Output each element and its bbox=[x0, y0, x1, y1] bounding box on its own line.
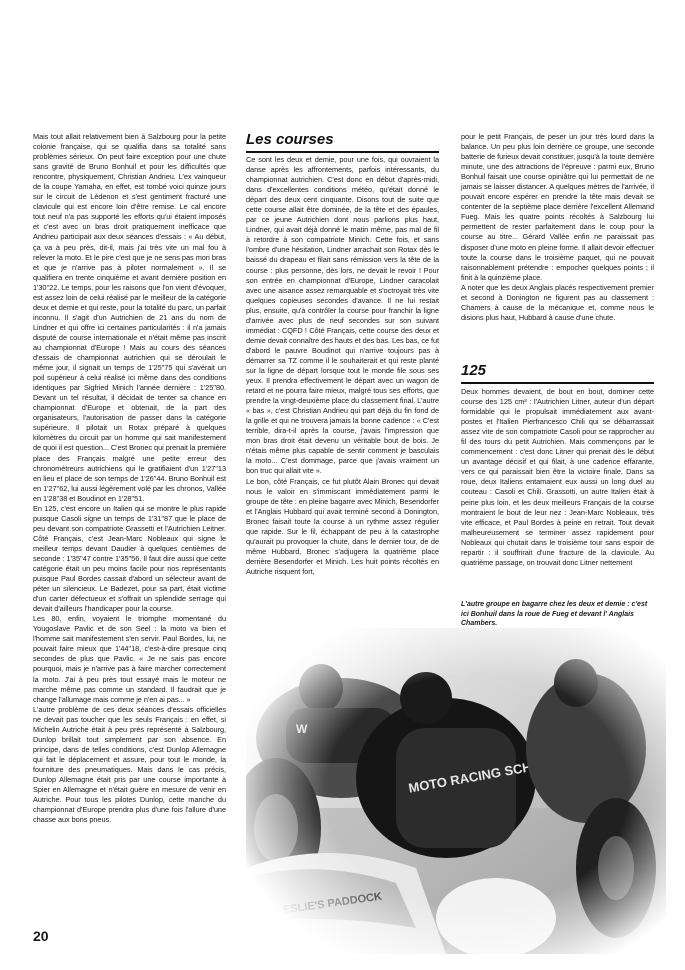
column-left bbox=[33, 132, 226, 825]
paragraph: Le bon, côté Français, ce fut plutôt Alain Bronec qui devait nous le valoir en s'immiscant immédiatement parmi le groupe de tête : en pleine bagarre avec Minich, Besendorfer et l'Anglais Hubbard qui avait terminé second à Donington, Bronec faisait toute la course à un rythme assez régulier que rapide. Sur le fil, échappant de peu à la catastrophe qu'aurait pu provoquer la chute, dans le dernier tour, de de même Hubbard, Bronec s'adjugera la quatrième place derrière Besendorfer et Minich. Les huit points récoltés en Autriche risquent fort, bbox=[246, 476, 439, 576]
page-number: 20 bbox=[33, 928, 49, 944]
paragraph: Ce sont les deux et demie, pour une fois, qui ouvraient la danse après les affrontements, parfois intéressants, du championnat autrichien. C'est donc en début d'après-midi, dans d'excellentes conditions météo, qu'était donné le départ des deux cent cinquante. Disons tout de suite que cette course allait être dominée, de la tête et des épaules, par ce jeune Autrichien dont nous parlions plus haut, Lindner, qui avait déjà donné le matin même, pas mal de fil à retordre à son compatriote Minich. Cette fois, et sans l'ombre d'une hésitation, Lindner arrachait son Rotax dès le baissé du drapeau et filait sans rémission vers la tête de la course : plus personne, dès lors, ne devait le revoir ! Pour son entrée en championnat d'Europe, Lindner caracolait avec une aisance assez remarquable et s'octroyait très vite quelques copieuses secondes d'avance. Il ne lui restait plus, ensuite, qu'à contrôler la course pour franchir la ligne d'arrivée avec plus de neuf secondes sur son suivant immédiat : CQFD ! Côté Français, cette course des deux et demie devait connaître des hauts et des bas. Les bas, ce fut d'abord le pauvre Boudinot qui n'arrive toujours pas à démarrer sa TZ comme il le souhaiterait et qui reste planté sur la ligne de départ lorsque tout le monde file sous ses yeux. Il prendra effectivement le départ avec un wagon de retard et ne pourra faire mieux, malgré tous ses efforts, que prendre la vingt-deuxième place du classement final. L'autre « bas », c'est Christian Andrieu qui part déjà du fin fond de la grille et qui ne trouvera jamais la bonne cadence : « C'est terrible, dira-t-il après la course, j'avais l'impression que mon bras droit était devenu un véritable bout de bois. Je n'étais même plus capable de sentir comment je basculais la moto... C'est dommage, parce que j'avais vraiment un bon truc qui allait vite ». bbox=[246, 155, 439, 476]
column-right-125 bbox=[461, 387, 654, 568]
race-photo-graphic bbox=[246, 628, 666, 954]
paragraph: Les 80, enfin, voyaient le triomphe momentané du Yougoslave Pavlic et de son Seel : la moto va bien et l'homme sait manifestement s'en servir. Paul Bordes, lui, ne pouvait faire mieux que 1'44''18, c'est-à-dire presque cinq secondes de plus que Pavlic. « Je ne sais pas encore pourquoi, mais je n'arrive pas à faire marcher correctement la moto. J'ai à peu près tout essayé mais le moteur ne marche même pas comme un standard. Il faudrait que je change l'allumage mais comme je n'en ai pas... » bbox=[33, 614, 226, 704]
column-middle bbox=[246, 155, 439, 577]
photo-caption: L'autre groupe en bagarre chez les deux et demie : c'est ici Bonhuil dans la roue de Fueg et devant l' Anglais Chambers. bbox=[461, 601, 648, 627]
column-right bbox=[461, 132, 654, 323]
paragraph: Deux hommes devaient, de bout en bout, dominer cette course des 125 cm³ : l'Autrichien Litner, auteur d'un départ formidable qui le propulsait immédiatement aux avant-postes et l'Italien Pierfrancesco Chili qui se débarrassait assez vite de son compatriote Casoli pour se rapprocher au fil des tours du petit Autrichien. Mais commençons par le commencement : c'est donc Litner qui prenait dès le début un avantage décisif et qui filait, à une cadence effarante, vers ce qui paraissait bien être la victoire finale. Dans sa roue, deux Italiens entamaient eux aussi un long duel au couteau : Casoli et Chili. Grassotti, un autre Italien était à peine plus loin, et les deux meilleurs Français de la course montraient le bout de leur nez : Jean-Marc Nobleaux, très vite efficace, et Paul Bordes à peine en retrait. Tout devait malheureusement se terminer assez rapidement pour Nobleaux qui chutait dans le troisième tour sans espoir de repartir : il souffrirait d'une fracture de la clavicule. Au quatrième passage, on trouvait donc Litner nettement bbox=[461, 387, 654, 567]
heading-rule bbox=[461, 382, 654, 384]
section-heading-courses: Les courses bbox=[246, 131, 334, 148]
race-photo bbox=[246, 628, 666, 954]
paragraph: pour le petit Français, de peser un jour très lourd dans la balance. Un peu plus loin derrière ce groupe, une seconde batterie de furieux devait constituer, jusqu'à la toute dernière minute, une des attractions de l'épreuve : parmi eux, Bruno Bonhuil faisait une course opiniâtre qui lui permettait de ne jamais se laisser distancer. A quelques mètres de l'arrivée, il pouvait encore espérer en prendre la tête mais devait se contenter de la septième place derrière l'excellent Allemand Fueg. Mais les quatre points récoltés à Salzbourg lui permettent de rester parfaitement dans le coup pour la course au titre... Gérard Vallée enfin ne paraissait pas disposer d'une moto en pleine forme. Il allait devoir effectuer toute la course dans le troisième paquet, qui ne pouvait raisonnablement prétendre : empocher quelques points ; il finit à la quinzième place. bbox=[461, 132, 654, 282]
paragraph: L'autre problème de ces deux séances d'essais officielles ne devait pas toucher que les seuls Français : en effet, si Michelin Autriche était à peu près représenté à Salzbourg, Dunlop brillait tout simplement par son absence. En principe, dans de telles conditions, c'est Dunlop Allemagne qui fait le déplacement et assure, pour tout le monde, la fourniture des pneumatiques. Mais dans le cas précis, Dunlop Allemagne était pris par une course importante à Spier en Allemagne et n'était guère en mesure de venir en Autriche. Pour tous les pilotes Dunlop, cette manche du championnat d'Europe prendra plus d'une fois l'allure d'une chasse aux bons pneus. bbox=[33, 704, 226, 825]
section-heading-125: 125 bbox=[461, 362, 487, 379]
heading-rule bbox=[246, 151, 439, 153]
paragraph: En 125, c'est encore un Italien qui se montre le plus rapide puisque Casoli signe un temps de 1'31''87 que le place de peu devant son compatriote Grassetti et l'Autrichien Leitner. Côté Français, c'est Jean-Marc Nobleaux qui signe le meilleur temps devant Daudier à quelques centièmes de seconde : 1'35''47 contre 1'35''56. Il faut dire aussi que cette catégorie était un peu moins facile pour nos représentants puisque Paul Bordes cassait d'abord un sélecteur avant de péter un silencieux. Le Badezet, pour sa part, était victime d'un carter défectueux et s'offrait un splendide serrage qui devait d'ailleurs l'handicaper pour la course. bbox=[33, 503, 226, 614]
paragraph: Mais tout allait relativement bien à Salzbourg pour la petite colonie française, qui se qualifia dans sa totalité sans problèmes sérieux. On peut faire exception pour une chute sans gravité de Bruno Bonhuil et pour les difficultés que rencontre, physiquement, Christian Andrieu. L'ex vainqueur de la coupe Yamaha, en effet, est tombé voici quinze jours sur le circuit de Lédenon et s'est gentiment fracturé une clavicule qui est encore loin d'être remise. Le cal encore tout neuf n'a pas supporté les efforts qu'ui étaient imposés et c'est avec un bras droit pratiquement inefficace que Andrieu participait aux deux séances d'essais : « Au début, ça va à peu près, dit-il, mais j'ai très vite un mal fou à relever la moto. Et le pire c'est que je ne sens pas mon bras et que je n'arrive pas à piloter normalement ». Il se qualifiera en trente cinquième et avant dernière position en 1'30''22. Le temps, pour les raisons que l'on vient d'évoquer, est assez loin de celui réalisé par le meilleur de la catégorie deux et demie et qui reste, pour la totalité du parc, un parfait inconnu. Il s'agit d'un Autrichien de 21 ans du nom de Lindner et qui offre ici certaines particularités : il n'a jamais disputé de course internationale et n'était même pas inscrit au championnat d'Europe ! Mais au cours des séances d'essais de championnat autrichien qui se déroulait le même jour, il signait un temps de 1'25''75 qui s'avérait un poil supérieur à celui réalisé ici même dans des conditions identiques par Sigfried Minich l'année dernière : 1'25''80. Devant un tel résultat, il décidait de tenter sa chance en championnat d'Europe et obtenait, de la part des organisateurs, l'autorisation de passer dans la catégorie supérieure. Il pilotait un Rotax préparé à quelques kilomètres du circuit par un homme qui sait manifestement de quoi il est question... C'est Bronec qui prenait la première place des Français malgré une petite erreur des chronométreurs autrichiens qui le gratifiaient d'un 1'27''13 en lieu et place de son temps de 1'26''44. Bruno Bonhuil est en 1'27''62, lui aussi légèrement volé par les chronos, Vallée en 1'28''38 et Boudinot en 1'28''51. bbox=[33, 132, 226, 503]
paragraph: A noter que les deux Anglais placés respectivement premier et second à Donington ne figurent pas au classement : Chamers à cause de la mécanique et, comme nous le disions plus haut, Hubbard à cause d'une chute. bbox=[461, 282, 654, 322]
